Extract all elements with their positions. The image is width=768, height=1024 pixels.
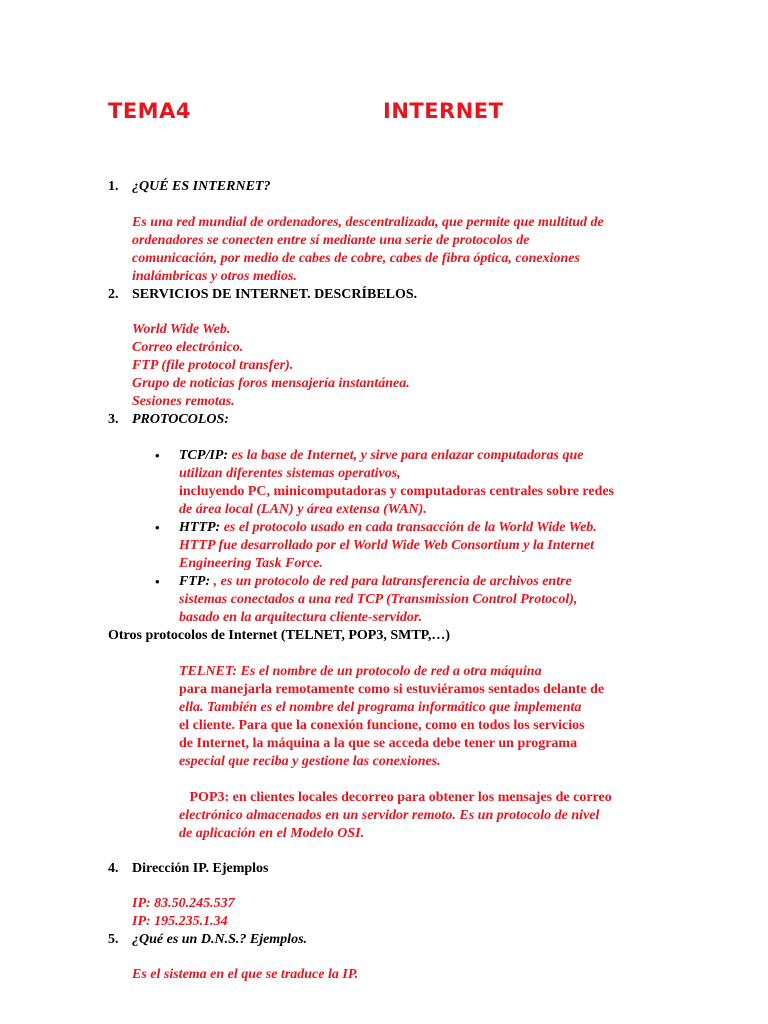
service-item: FTP (file protocol transfer). xyxy=(132,358,294,373)
ftp-text: basado en la arquitectura cliente-servidor. xyxy=(179,610,423,625)
tcp-ip-text: incluyendo PC, minicomputadoras y computadoras centrales sobre redes xyxy=(179,484,615,499)
telnet-line: ella. También es el nombre del programa informático que implementa xyxy=(179,700,582,715)
telnet-line: TELNET: Es el nombre de un protocolo de red a otra máquina xyxy=(179,664,542,679)
service-item: Correo electrónico. xyxy=(132,340,244,355)
http-text: es el protocolo usado en cada transacción de la World Wide Web. xyxy=(220,520,597,535)
tcp-ip-text: utilizan diferentes sistemas operativos, xyxy=(179,466,401,481)
http-text: HTTP fue desarrollado por el World Wide Web Consortium y la Internet xyxy=(179,538,594,553)
tcp-ip-text: es la base de Internet, y sirve para enlazar computadoras que xyxy=(228,448,584,463)
bullet-icon: • xyxy=(155,448,160,463)
q2-question: SERVICIOS DE INTERNET. DESCRÍBELOS. xyxy=(132,287,418,302)
q4-question: Dirección IP. Ejemplos xyxy=(132,861,269,876)
tcp-ip-text: de área local (LAN) y área extensa (WAN). xyxy=(179,502,427,517)
ftp-item xyxy=(179,573,572,591)
q1-answer-line: ordenadores se conecten entre sí mediante una serie de protocolos de xyxy=(132,233,530,248)
service-item: World Wide Web. xyxy=(132,322,231,337)
ip-example: IP: 195.235.1.34 xyxy=(132,914,228,929)
pop3-line: de aplicación en el Modelo OSI. xyxy=(179,826,365,841)
ip-example: IP: 83.50.245.537 xyxy=(132,896,235,911)
q5-number: 5. xyxy=(108,932,119,947)
q1-number: 1. xyxy=(108,179,119,194)
bullet-icon: • xyxy=(155,520,160,535)
ftp-text: sistemas conectados a una red TCP (Transmission Control Protocol), xyxy=(179,592,578,607)
ftp-label: FTP: xyxy=(179,574,211,589)
q1-answer-line: comunicación, por medio de cabes de cobre, cabes de fibra óptica, conexiones xyxy=(132,251,580,266)
document-title-tema: TEMA4 xyxy=(108,99,191,123)
telnet-line: el cliente. Para que la conexión funcione, como en todos los servicios xyxy=(179,718,585,733)
http-item xyxy=(179,519,597,537)
pop3-line: electrónico almacenados en un servidor remoto. Es un protocolo de nivel xyxy=(179,808,600,823)
service-item: Sesiones remotas. xyxy=(132,394,235,409)
q5-answer: Es el sistema en el que se traduce la IP. xyxy=(132,967,359,982)
document-title-internet: INTERNET xyxy=(383,99,504,123)
q1-answer-line: Es una red mundial de ordenadores, descentralizada, que permite que multitud de xyxy=(132,215,604,230)
q2-number: 2. xyxy=(108,287,119,302)
http-text: Engineering Task Force. xyxy=(179,556,323,571)
q3-question: PROTOCOLOS: xyxy=(132,412,229,427)
q1-answer-line: inalámbricas y otros medios. xyxy=(132,269,297,284)
q5-question: ¿Qué es un D.N.S.? Ejemplos. xyxy=(132,932,308,947)
telnet-line: especial que reciba y gestione las conexiones. xyxy=(179,754,441,769)
service-item: Grupo de noticias foros mensajería instantánea. xyxy=(132,376,410,391)
http-label: HTTP: xyxy=(179,520,221,535)
ftp-text: , es un protocolo de red para latransferencia de archivos entre xyxy=(210,574,572,589)
bullet-icon: • xyxy=(155,574,160,589)
other-protocols-heading: Otros protocolos de Internet (TELNET, POP3, SMTP,…) xyxy=(108,628,451,643)
q1-question: ¿QUÉ ES INTERNET? xyxy=(132,179,271,194)
tcp-ip-label: TCP/IP: xyxy=(179,448,228,463)
tcp-ip-item xyxy=(179,447,583,465)
q4-number: 4. xyxy=(108,861,119,876)
q3-number: 3. xyxy=(108,412,119,427)
pop3-line: POP3: en clientes locales decorreo para obtener los mensajes de correo xyxy=(179,790,612,805)
telnet-line: para manejarla remotamente como si estuviéramos sentados delante de xyxy=(179,682,605,697)
telnet-line: de Internet, la máquina a la que se acceda debe tener un programa xyxy=(179,736,578,751)
